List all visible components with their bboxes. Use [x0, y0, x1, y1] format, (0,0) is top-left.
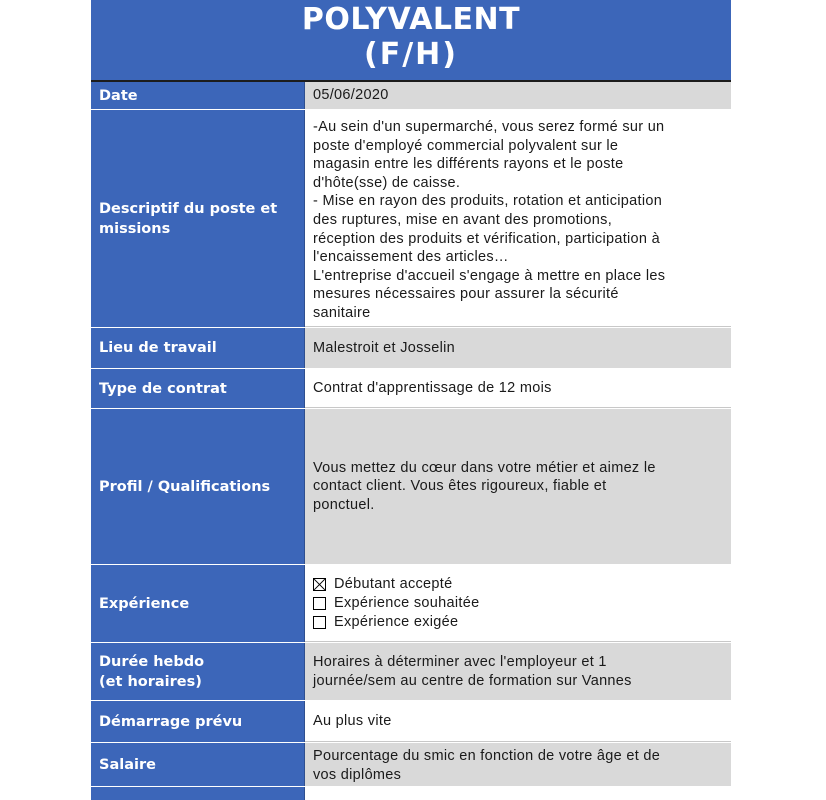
lieu-value: Malestroit et Josselin — [305, 328, 731, 368]
experience-option-label: Expérience exigée — [334, 613, 459, 630]
duree-label-line1: Durée hebdo — [99, 653, 205, 670]
row-description — [91, 110, 731, 328]
row-lieu — [91, 328, 731, 369]
profil-value: Vous mettez du cœur dans votre métier et aimez le contact client. Vous êtes rigoureux, fiable et ponctuel. — [305, 409, 731, 564]
experience-option-exigee[interactable] — [313, 613, 458, 632]
experience-label: Expérience — [91, 565, 305, 642]
job-title-header — [91, 0, 731, 82]
row-salaire — [91, 743, 731, 787]
row-contrat — [91, 369, 731, 409]
experience-option-label: Débutant accepté — [334, 575, 453, 592]
lieu-label: Lieu de travail — [91, 328, 305, 368]
next-label — [91, 787, 305, 800]
experience-options — [305, 565, 731, 642]
row-date — [91, 82, 731, 110]
row-demarrage — [91, 701, 731, 743]
contrat-label: Type de contrat — [91, 369, 305, 408]
checked-checkbox-icon[interactable] — [313, 578, 326, 591]
job-gender-note: (F/H) — [364, 37, 458, 72]
job-offer-sheet — [91, 0, 731, 800]
row-profil — [91, 409, 731, 565]
row-experience — [91, 565, 731, 643]
experience-option-debutant[interactable] — [313, 575, 452, 594]
duree-value: Horaires à déterminer avec l'employeur et 1 journée/sem au centre de formation sur Vannes — [305, 643, 731, 700]
date-value: 05/06/2020 — [305, 82, 731, 109]
duree-label — [91, 643, 305, 700]
description-label: Descriptif du poste et missions — [91, 110, 305, 327]
demarrage-label: Démarrage prévu — [91, 701, 305, 742]
checkbox-icon[interactable] — [313, 616, 326, 629]
checkbox-icon[interactable] — [313, 597, 326, 610]
next-value — [305, 787, 731, 800]
row-next — [91, 787, 731, 800]
profil-label: Profil / Qualifications — [91, 409, 305, 564]
date-label: Date — [91, 82, 305, 109]
salaire-value: Pourcentage du smic en fonction de votre âge et de vos diplômes — [305, 743, 731, 786]
contrat-value: Contrat d'apprentissage de 12 mois — [305, 369, 731, 408]
duree-label-line2: (et horaires) — [99, 673, 202, 690]
row-duree — [91, 643, 731, 701]
experience-option-label: Expérience souhaitée — [334, 594, 480, 611]
demarrage-value: Au plus vite — [305, 701, 731, 742]
job-title: POLYVALENT — [301, 2, 521, 37]
description-value: -Au sein d'un supermarché, vous serez formé sur un poste d'employé commercial polyvalent sur le magasin entre les différents rayons et le poste d'hôte(sse) de caisse. - Mise en rayon des produits, rotation et anticipation des ruptures, mise en avant des promotions, réception des produits et vérification, participation à l'encaissement des articles… L'entreprise d'accueil s'engage à mettre en place les mesures nécessaires pour assurer la sécurité sanitaire — [305, 110, 731, 327]
experience-option-souhaitee[interactable] — [313, 594, 479, 613]
salaire-label: Salaire — [91, 743, 305, 786]
